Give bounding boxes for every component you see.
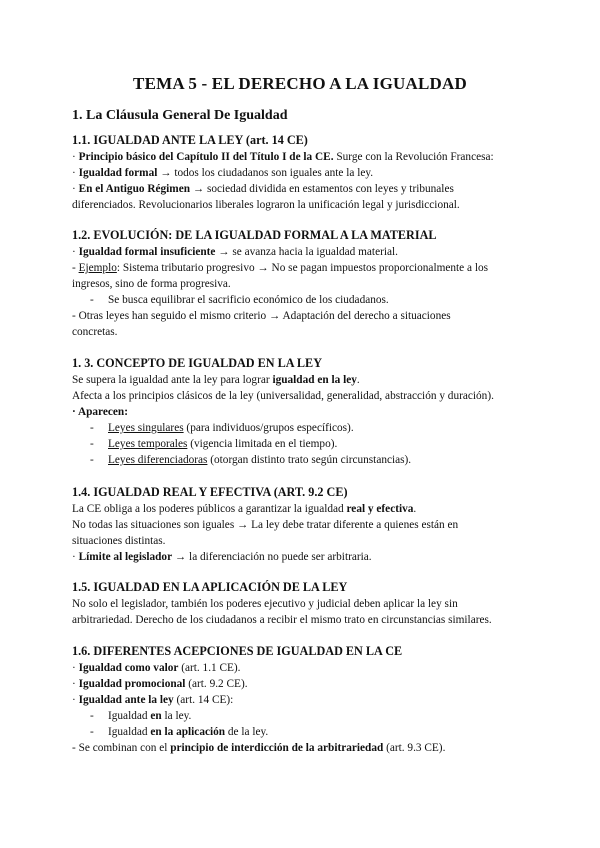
subsection-heading-1-4: 1.4. IGUALDAD REAL Y EFECTIVA (ART. 9.2 CE)	[72, 485, 348, 499]
subsection-heading-1-6: 1.6. DIFERENTES ACEPCIONES DE IGUALDAD EN LA CE	[72, 644, 403, 658]
paragraph-line: · Igualdad ante la ley (art. 14 CE):	[72, 694, 234, 706]
section-heading: 1. La Cláusula General De Igualdad	[72, 108, 288, 123]
paragraph-line: arbitrariedad. Derecho de los ciudadanos a recibir el mismo trato en circunstancias similares.	[72, 614, 492, 626]
list-item: - Leyes temporales (vigencia limitada en el tiempo).	[90, 438, 338, 450]
list-item: - Igualdad en la aplicación de la ley.	[90, 726, 269, 738]
paragraph-line: · En el Antiguo Régimen → sociedad dividida en estamentos con leyes y tribunales	[72, 183, 454, 195]
paragraph-line: Se supera la igualdad ante la ley para lograr igualdad en la ley.	[72, 374, 360, 386]
paragraph-line: · Límite al legislador → la diferenciación no puede ser arbitraria.	[72, 551, 372, 563]
list-item: - Leyes singulares (para individuos/grupos específicos).	[90, 422, 354, 434]
subsection-heading-1-3: 1. 3. CONCEPTO DE IGUALDAD EN LA LEY	[72, 356, 322, 370]
list-item: - Leyes diferenciadoras (otorgan distinto trato según circunstancias).	[90, 454, 412, 466]
list-item: - Igualdad en la ley.	[90, 710, 192, 722]
paragraph-line: - Se combinan con el principio de interdicción de la arbitrariedad (art. 9.3 CE).	[72, 742, 446, 754]
paragraph-line: concretas.	[72, 326, 118, 338]
document-title: TEMA 5 - EL DERECHO A LA IGUALDAD	[133, 74, 467, 93]
paragraph-line: · Igualdad formal insuficiente → se avanza hacia la igualdad material.	[72, 246, 398, 258]
subsection-heading-1-2: 1.2. EVOLUCIÓN: DE LA IGUALDAD FORMAL A LA MATERIAL	[72, 228, 437, 242]
paragraph-line: situaciones distintas.	[72, 535, 166, 547]
paragraph-line: Afecta a los principios clásicos de la ley (universalidad, generalidad, abstracción y duración).	[72, 390, 494, 402]
subsection-heading-1-1: 1.1. IGUALDAD ANTE LA LEY (art. 14 CE)	[72, 133, 308, 147]
paragraph-line: · Igualdad promocional (art. 9.2 CE).	[72, 678, 248, 690]
paragraph-line: No todas las situaciones son iguales → La ley debe tratar diferente a quienes están en	[72, 519, 459, 531]
subsection-heading-1-5: 1.5. IGUALDAD EN LA APLICACIÓN DE LA LEY	[72, 580, 348, 594]
paragraph-line: · Principio básico del Capítulo II del Título I de la CE. Surge con la Revolución Francesa:	[72, 151, 494, 163]
paragraph-line: No solo el legislador, también los poderes ejecutivo y judicial deben aplicar la ley sin	[72, 598, 458, 610]
paragraph-line: diferenciados. Revolucionarios liberales lograron la unificación legal y jurisdiccional.	[72, 199, 460, 211]
paragraph-line: · Aparecen:	[72, 406, 128, 418]
paragraph-line: ingresos, sino de forma progresiva.	[72, 278, 231, 290]
paragraph-line: - Ejemplo: Sistema tributario progresivo → No se pagan impuestos proporcionalmente a los	[72, 262, 489, 274]
list-item: - Se busca equilibrar el sacrificio económico de los ciudadanos.	[90, 294, 389, 306]
paragraph-line: - Otras leyes han seguido el mismo criterio → Adaptación del derecho a situaciones	[72, 310, 451, 322]
paragraph-line: · Igualdad como valor (art. 1.1 CE).	[72, 662, 241, 674]
paragraph-line: · Igualdad formal → todos los ciudadanos son iguales ante la ley.	[72, 167, 374, 179]
paragraph-line: La CE obliga a los poderes públicos a garantizar la igualdad real y efectiva.	[72, 503, 417, 515]
